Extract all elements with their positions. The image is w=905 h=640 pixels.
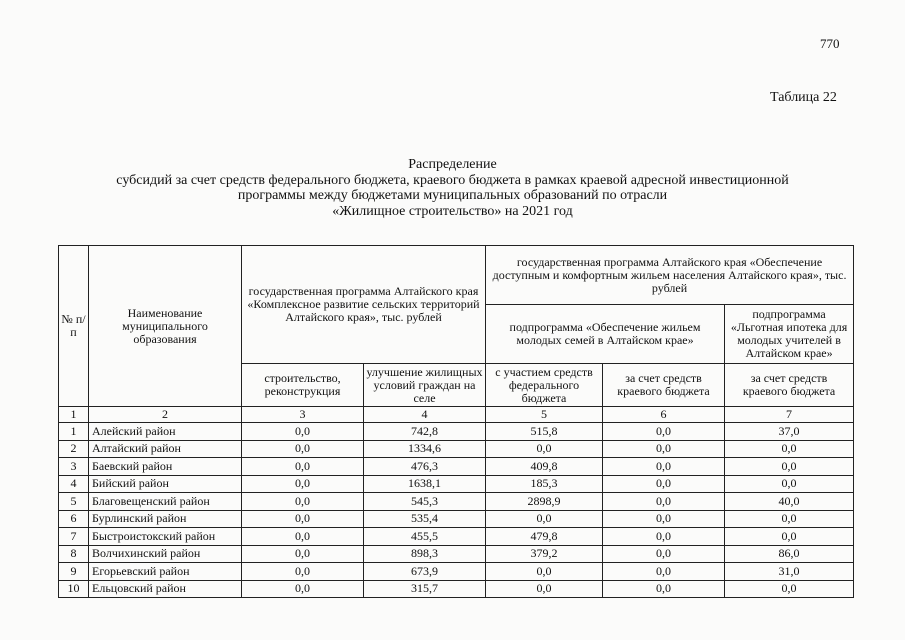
value-regional-2: 0,0 bbox=[725, 580, 854, 598]
column-number: 6 bbox=[603, 407, 725, 423]
header-col-regional-2: за счет средств краевого бюджета bbox=[725, 364, 854, 407]
value-construction: 0,0 bbox=[242, 423, 364, 441]
value-construction: 0,0 bbox=[242, 528, 364, 546]
header-number: № п/п bbox=[59, 246, 89, 407]
municipality-name: Алтайский район bbox=[89, 440, 242, 458]
page-number: 770 bbox=[820, 36, 840, 51]
row-number: 5 bbox=[59, 493, 89, 511]
value-regional-1: 0,0 bbox=[603, 528, 725, 546]
value-construction: 0,0 bbox=[242, 458, 364, 476]
document-title bbox=[60, 157, 845, 219]
value-federal: 2898,9 bbox=[486, 493, 603, 511]
value-construction: 0,0 bbox=[242, 493, 364, 511]
table-row bbox=[59, 440, 854, 458]
header-col-regional-1: за счет средств краевого бюджета bbox=[603, 364, 725, 407]
row-number: 7 bbox=[59, 528, 89, 546]
municipality-name: Волчихинский район bbox=[89, 545, 242, 563]
value-construction: 0,0 bbox=[242, 440, 364, 458]
row-number: 10 bbox=[59, 580, 89, 598]
value-rural-housing: 545,3 bbox=[364, 493, 486, 511]
column-number: 5 bbox=[486, 407, 603, 423]
table-row bbox=[59, 580, 854, 598]
value-regional-1: 0,0 bbox=[603, 458, 725, 476]
value-regional-2: 0,0 bbox=[725, 458, 854, 476]
value-federal: 409,8 bbox=[486, 458, 603, 476]
row-number: 3 bbox=[59, 458, 89, 476]
value-regional-1: 0,0 bbox=[603, 580, 725, 598]
value-federal: 0,0 bbox=[486, 510, 603, 528]
value-regional-2: 31,0 bbox=[725, 563, 854, 581]
table-label: Таблица 22 bbox=[770, 90, 837, 105]
value-construction: 0,0 bbox=[242, 580, 364, 598]
value-construction: 0,0 bbox=[242, 475, 364, 493]
municipality-name: Бурлинский район bbox=[89, 510, 242, 528]
row-number: 1 bbox=[59, 423, 89, 441]
table-row bbox=[59, 510, 854, 528]
municipality-name: Бийский район bbox=[89, 475, 242, 493]
header-subprogram-young-families: подпрограмма «Обеспечение жильем молодых семей в Алтайском крае» bbox=[486, 305, 725, 364]
column-number: 7 bbox=[725, 407, 854, 423]
title-line-1: Распределение bbox=[408, 157, 497, 172]
value-rural-housing: 1334,6 bbox=[364, 440, 486, 458]
value-rural-housing: 742,8 bbox=[364, 423, 486, 441]
column-number: 2 bbox=[89, 407, 242, 423]
header-program-rural: государственная программа Алтайского края «Комплексное развитие сельских территорий Алтайского края», тыс. рублей bbox=[242, 246, 486, 364]
value-federal: 0,0 bbox=[486, 563, 603, 581]
distribution-table bbox=[58, 245, 854, 598]
table-row bbox=[59, 458, 854, 476]
header-col-rural-housing: улучшение жилищных условий граждан на селе bbox=[364, 364, 486, 407]
column-number: 4 bbox=[364, 407, 486, 423]
row-number: 6 bbox=[59, 510, 89, 528]
value-federal: 185,3 bbox=[486, 475, 603, 493]
row-number: 2 bbox=[59, 440, 89, 458]
value-regional-2: 86,0 bbox=[725, 545, 854, 563]
value-federal: 379,2 bbox=[486, 545, 603, 563]
value-construction: 0,0 bbox=[242, 563, 364, 581]
value-regional-1: 0,0 bbox=[603, 493, 725, 511]
table-body bbox=[59, 423, 854, 598]
value-regional-2: 0,0 bbox=[725, 475, 854, 493]
table-row bbox=[59, 423, 854, 441]
value-federal: 515,8 bbox=[486, 423, 603, 441]
value-federal: 0,0 bbox=[486, 580, 603, 598]
value-regional-1: 0,0 bbox=[603, 545, 725, 563]
value-regional-1: 0,0 bbox=[603, 423, 725, 441]
value-rural-housing: 673,9 bbox=[364, 563, 486, 581]
value-rural-housing: 476,3 bbox=[364, 458, 486, 476]
value-regional-1: 0,0 bbox=[603, 440, 725, 458]
value-regional-1: 0,0 bbox=[603, 510, 725, 528]
value-regional-2: 0,0 bbox=[725, 510, 854, 528]
value-regional-1: 0,0 bbox=[603, 563, 725, 581]
value-regional-1: 0,0 bbox=[603, 475, 725, 493]
column-number: 3 bbox=[242, 407, 364, 423]
title-line-2: субсидий за счет средств федерального бюджета, краевого бюджета в рамках краевой адресной инвестиционной bbox=[116, 172, 789, 188]
table-row bbox=[59, 493, 854, 511]
value-construction: 0,0 bbox=[242, 510, 364, 528]
municipality-name: Алейский район bbox=[89, 423, 242, 441]
value-regional-2: 0,0 bbox=[725, 440, 854, 458]
table-row bbox=[59, 563, 854, 581]
header-municipality-name: Наименование муниципального образования bbox=[89, 246, 242, 407]
municipality-name: Благовещенский район bbox=[89, 493, 242, 511]
value-rural-housing: 1638,1 bbox=[364, 475, 486, 493]
title-line-3: программы между бюджетами муниципальных образований по отрасли bbox=[237, 188, 668, 203]
municipality-name: Быстроистокский район bbox=[89, 528, 242, 546]
title-line-4: «Жилищное строительство» на 2021 год bbox=[332, 203, 573, 219]
value-rural-housing: 535,4 bbox=[364, 510, 486, 528]
header-subprogram-teachers-mortgage: подпрограмма «Льготная ипотека для молодых учителей в Алтайском крае» bbox=[725, 305, 854, 364]
table-row bbox=[59, 475, 854, 493]
value-federal: 0,0 bbox=[486, 440, 603, 458]
column-number: 1 bbox=[59, 407, 89, 423]
table-row bbox=[59, 545, 854, 563]
header-program-housing: государственная программа Алтайского края «Обеспечение доступным и комфортным жильем населения Алтайского края», тыс. рублей bbox=[486, 246, 854, 305]
municipality-name: Ельцовский район bbox=[89, 580, 242, 598]
header-col-construction: строительство, реконструкция bbox=[242, 364, 364, 407]
row-number: 4 bbox=[59, 475, 89, 493]
row-number: 8 bbox=[59, 545, 89, 563]
table-row bbox=[59, 528, 854, 546]
value-rural-housing: 315,7 bbox=[364, 580, 486, 598]
value-regional-2: 0,0 bbox=[725, 528, 854, 546]
value-rural-housing: 455,5 bbox=[364, 528, 486, 546]
municipality-name: Баевский район bbox=[89, 458, 242, 476]
value-regional-2: 37,0 bbox=[725, 423, 854, 441]
value-regional-2: 40,0 bbox=[725, 493, 854, 511]
municipality-name: Егорьевский район bbox=[89, 563, 242, 581]
header-col-federal: с участием средств федерального бюджета bbox=[486, 364, 603, 407]
value-federal: 479,8 bbox=[486, 528, 603, 546]
value-rural-housing: 898,3 bbox=[364, 545, 486, 563]
row-number: 9 bbox=[59, 563, 89, 581]
value-construction: 0,0 bbox=[242, 545, 364, 563]
